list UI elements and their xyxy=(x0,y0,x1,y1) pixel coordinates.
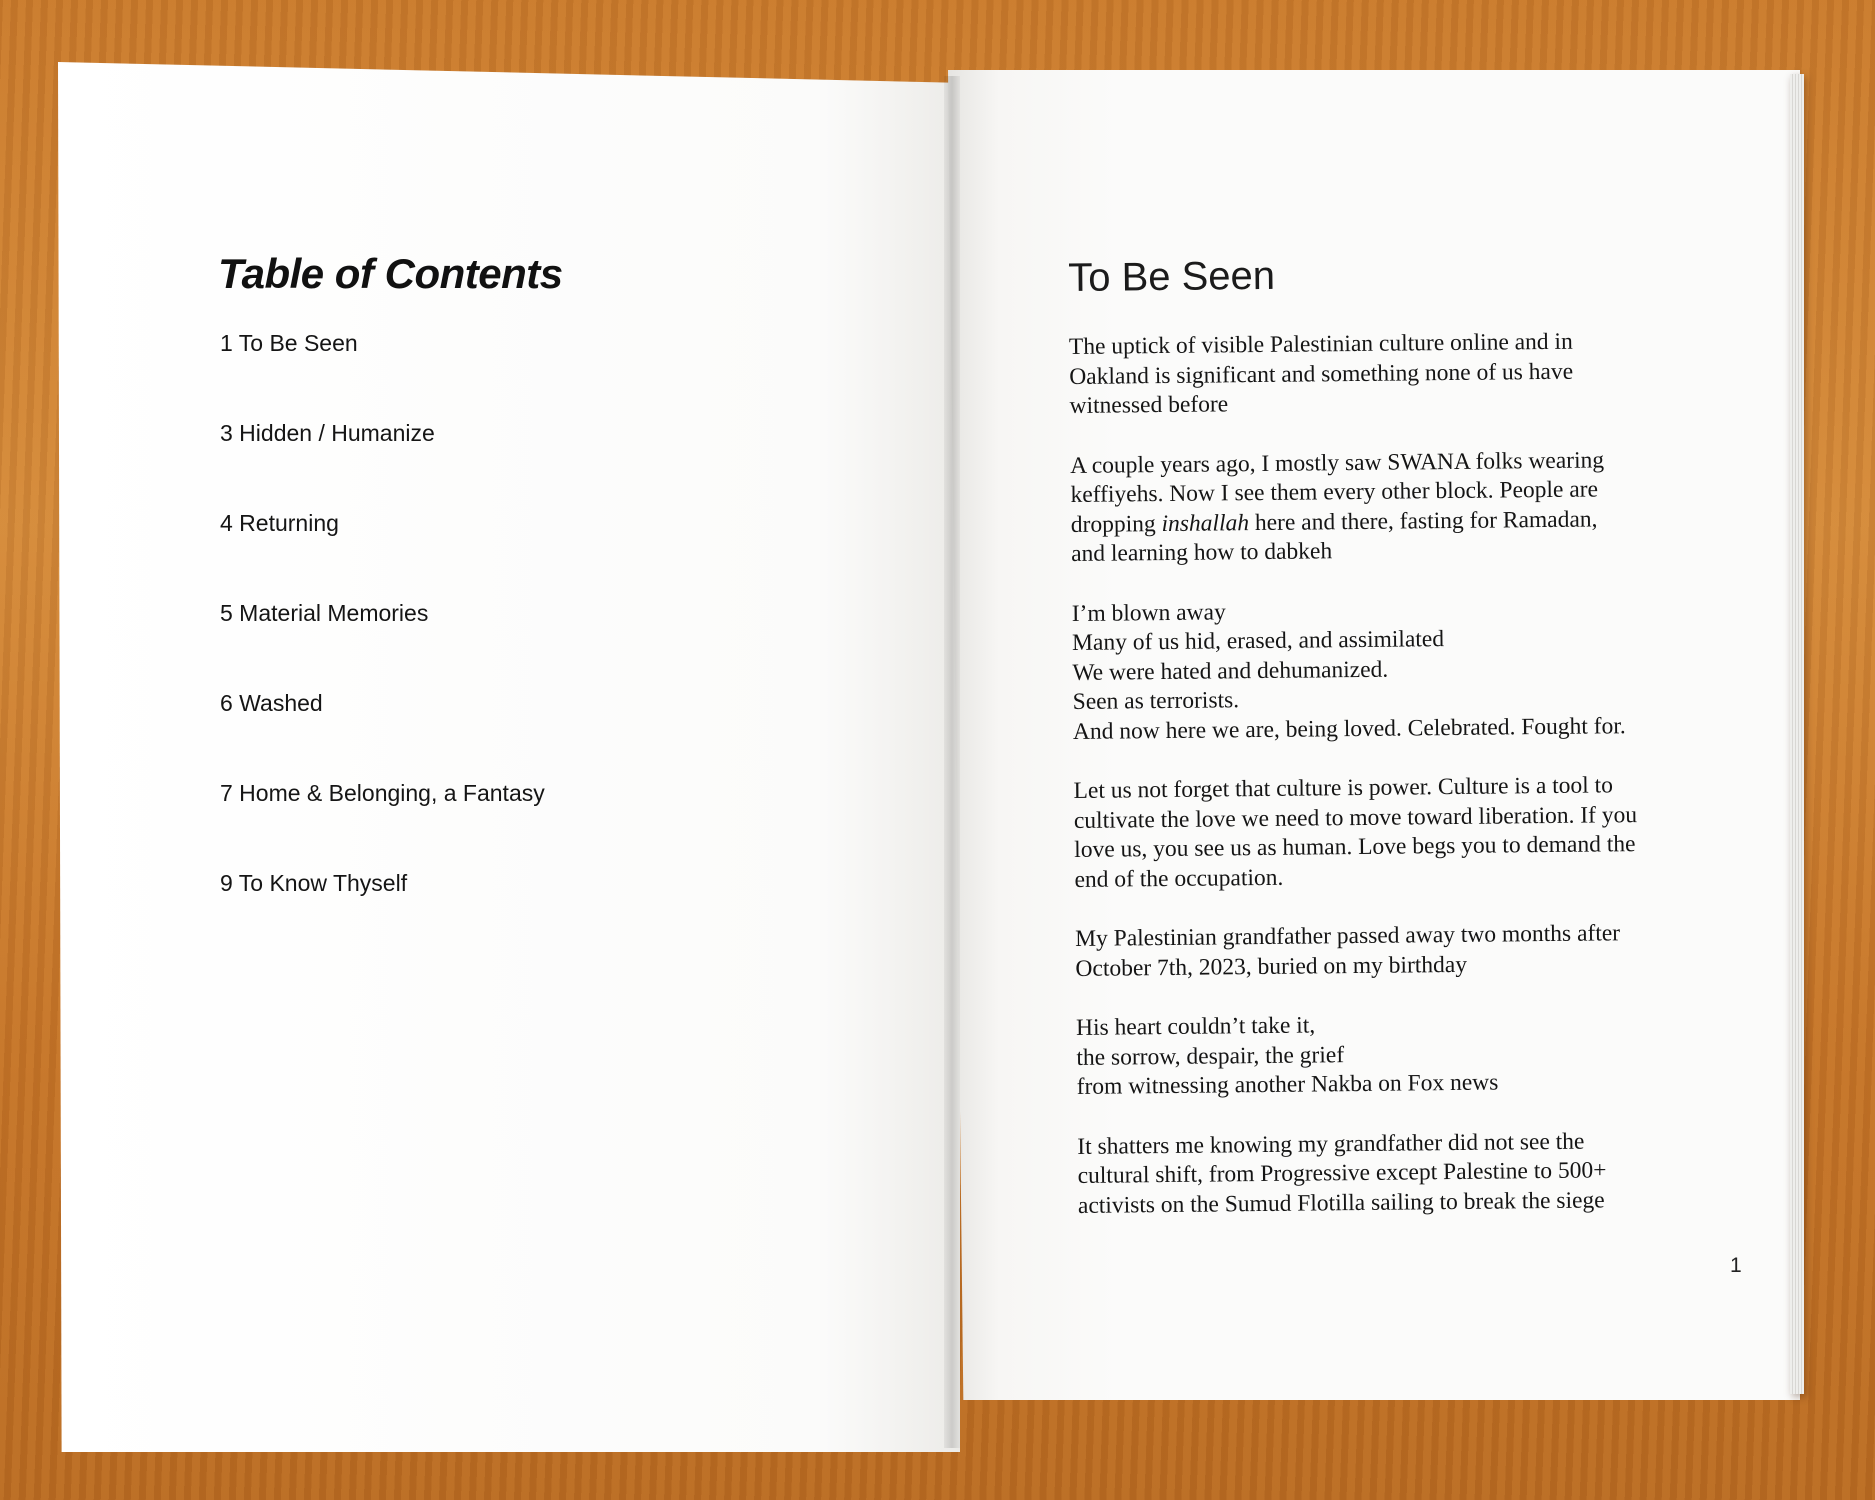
text-line: witnessed before xyxy=(1069,391,1229,419)
text-line: And now here we are, being loved. Celebrated. Fought for. xyxy=(1072,712,1626,745)
toc-title: Table of Contents xyxy=(218,250,563,297)
page-number: 1 xyxy=(1730,1254,1742,1277)
article-title: To Be Seen xyxy=(1068,253,1276,300)
toc-entry: 9 To Know Thyself xyxy=(220,870,408,896)
paragraph xyxy=(1070,445,1711,570)
text-line: October 7th, 2023, buried on my birthday xyxy=(1075,951,1468,982)
book-spine xyxy=(944,76,960,1448)
text-line: The uptick of visible Palestinian culture online and in xyxy=(1068,328,1573,360)
text-line: A couple years ago, I mostly saw SWANA folks wearing xyxy=(1070,446,1605,479)
text-line: love us, you see us as human. Love begs you to demand the xyxy=(1074,831,1636,863)
text-line: the sorrow, despair, the grief xyxy=(1076,1041,1345,1071)
toc-entry: 4 Returning xyxy=(220,510,339,536)
text-line: cultural shift, from Progressive except Palestine to 500+ xyxy=(1077,1157,1607,1189)
paragraph xyxy=(1075,918,1716,984)
paragraph xyxy=(1076,1007,1717,1102)
toc-entry: 3 Hidden / Humanize xyxy=(220,420,435,446)
toc-entry: 1 To Be Seen xyxy=(220,330,358,356)
toc-entry: 7 Home & Belonging, a Fantasy xyxy=(220,780,545,806)
text-line: end of the occupation. xyxy=(1074,864,1284,893)
page-stack-edge xyxy=(1790,74,1804,1394)
text-line: and learning how to dabkeh xyxy=(1070,538,1333,567)
toc-entry: 6 Washed xyxy=(220,690,323,716)
text-line: We were hated and dehumanized. xyxy=(1072,656,1389,686)
text-line: Seen as terrorists. xyxy=(1072,687,1240,715)
emphasis: inshallah xyxy=(1161,509,1250,537)
text-line: It shatters me knowing my grandfather did not see the xyxy=(1077,1128,1585,1160)
paragraph xyxy=(1077,1126,1718,1221)
text-line: My Palestinian grandfather passed away two months after xyxy=(1075,920,1621,952)
article xyxy=(1068,249,1718,1251)
text-line: keffiyehs. Now I see them every other block. People are xyxy=(1070,476,1599,508)
text-line: His heart couldn’t take it, xyxy=(1075,1012,1316,1041)
text-line: dropping inshallah here and there, fasting for Ramadan, xyxy=(1070,505,1598,538)
text-line: cultivate the love we need to move toward liberation. If you xyxy=(1073,801,1638,834)
text-line: Oakland is significant and something none of us have xyxy=(1069,358,1574,390)
paragraph xyxy=(1072,593,1714,747)
text-line: from witnessing another Nakba on Fox news xyxy=(1076,1069,1499,1100)
text-line: activists on the Sumud Flotilla sailing to break the siege xyxy=(1077,1186,1605,1219)
toc-list xyxy=(220,330,545,960)
text-line: Let us not forget that culture is power. Culture is a tool to xyxy=(1073,772,1614,804)
paragraph xyxy=(1069,326,1710,421)
text-line: Many of us hid, erased, and assimilated xyxy=(1071,626,1445,656)
paragraph xyxy=(1073,770,1714,895)
toc-entry: 5 Material Memories xyxy=(220,600,429,626)
text-line: I’m blown away xyxy=(1071,598,1226,627)
